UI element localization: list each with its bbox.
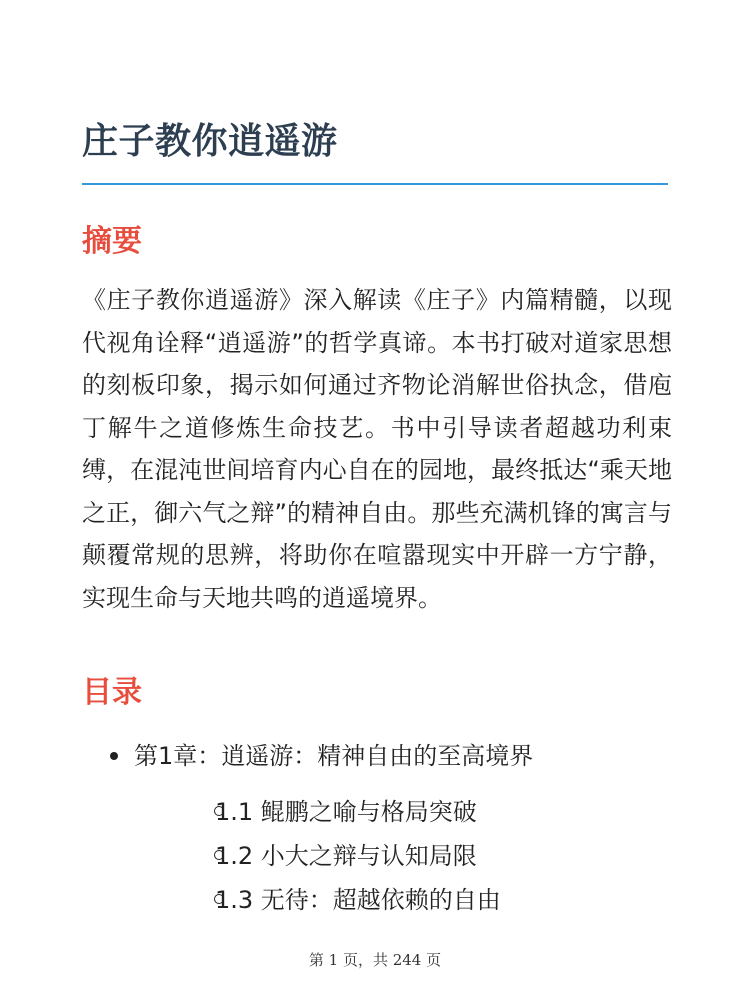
toc-section-item (186, 878, 672, 922)
summary-heading: 摘要 (82, 224, 142, 259)
toc-chapter-label: 第1章：逍遥游：精神自由的至高境界 (134, 742, 534, 770)
table-of-contents (82, 735, 672, 922)
toc-chapter-item (82, 735, 672, 922)
toc-section-list (134, 790, 672, 922)
toc-section-label: 1.2 小大之辩与认知局限 (215, 842, 477, 870)
toc-section-item (186, 834, 672, 878)
page-number-footer: 第 1 页，共 244 页 (308, 951, 442, 969)
circle-bullet-icon (214, 850, 224, 860)
disc-bullet-icon (110, 752, 118, 760)
toc-heading: 目录 (82, 675, 142, 710)
toc-section-label: 1.3 无待：超越依赖的自由 (215, 886, 501, 914)
title-divider (82, 183, 668, 185)
document-title: 庄子教你逍遥游 (82, 121, 338, 162)
toc-section-item (186, 790, 672, 834)
circle-bullet-icon (214, 806, 224, 816)
toc-section-label: 1.1 鲲鹏之喻与格局突破 (215, 798, 477, 826)
circle-bullet-icon (214, 894, 224, 904)
summary-paragraph: 《庄子教你逍遥游》深入解读《庄子》内篇精髓，以现代视角诠释“逍遥游”的哲学真谛。本书打破对道家思想的刻板印象，揭示如何通过齐物论消解世俗执念，借庖丁解牛之道修炼生命技艺。书中引导读者超越功利束缚，在混沌世间培育内心自在的园地，最终抵达“乘天地之正，御六气之辩”的精神自由。那些充满机锋的寓言与颠覆常规的思辨，将助你在喧嚣现实中开辟一方宁静，实现生命与天地共鸣的逍遥境界。 (82, 286, 672, 612)
